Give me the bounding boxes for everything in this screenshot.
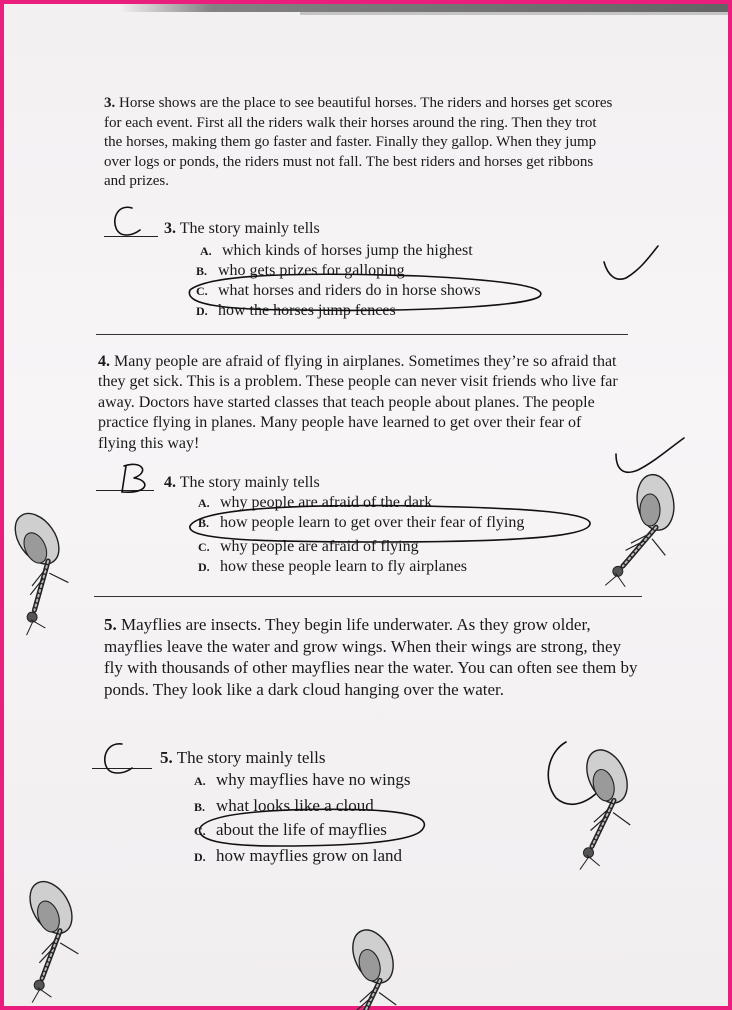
option-letter: C. xyxy=(198,540,210,554)
scan-edge xyxy=(120,4,728,12)
option-letter: C. xyxy=(196,284,208,298)
option-4d[interactable] xyxy=(198,558,467,576)
option-4c[interactable] xyxy=(198,538,419,556)
option-5c[interactable] xyxy=(194,820,387,840)
passage-text: Many people are afraid of flying in airplanes. Sometimes they’re so afraid that they get sick. This is a problem. These people can never visit friends who live far away. Doctors have started classes that teach people about planes. The people practice flying in planes. Many people have learned to get over their fear of flying this way! xyxy=(98,353,618,452)
question-text: The story mainly tells xyxy=(179,474,320,491)
option-text: how people learn to get over their fear of flying xyxy=(220,514,525,531)
option-text: who gets prizes for galloping xyxy=(218,262,405,279)
option-text: why mayflies have no wings xyxy=(216,770,411,789)
passage-text: Mayflies are insects. They begin life underwater. As they grow older, mayflies leave the water and grow wings. When their wings are strong, they fly with thousands of other mayflies near the water. You can often see them by ponds. They look like a dark cloud hanging over the water. xyxy=(104,615,638,699)
option-4b[interactable] xyxy=(198,514,524,532)
section-divider xyxy=(96,334,628,335)
option-text: what horses and riders do in horse shows xyxy=(218,282,481,299)
option-text: how these people learn to fly airplanes xyxy=(220,558,468,575)
question-number: 3. xyxy=(164,220,176,237)
option-letter: D. xyxy=(194,850,206,864)
passage-number: 3. xyxy=(104,95,116,111)
option-letter: D. xyxy=(196,304,208,318)
option-text: why people are afraid of flying xyxy=(220,538,419,555)
answer-blank-5[interactable] xyxy=(92,768,152,769)
passage-number: 5. xyxy=(104,615,117,634)
passage-text: Horse shows are the place to see beautiful horses. The riders and horses get scores for each event. First all the riders walk their horses around the ring. Then they trot the horses, making them go faster and faster. Finally they gallop. When they jump over logs or ponds, the riders must not fall. The best riders and horses get ribbons and prizes. xyxy=(104,95,613,190)
option-text: how the horses jump fences xyxy=(218,302,396,319)
option-5d[interactable] xyxy=(194,846,402,866)
option-5b[interactable] xyxy=(194,796,374,816)
option-letter: B. xyxy=(194,800,206,814)
question-number: 5. xyxy=(160,748,173,767)
option-letter: A. xyxy=(200,244,212,258)
option-3b[interactable] xyxy=(196,262,405,280)
option-text: which kinds of horses jump the highest xyxy=(222,242,473,259)
passage-3 xyxy=(104,94,614,192)
option-text: about the life of mayflies xyxy=(216,820,387,839)
question-text: The story mainly tells xyxy=(179,220,320,237)
passage-4 xyxy=(98,352,620,454)
option-letter: D. xyxy=(198,560,210,574)
option-4a[interactable] xyxy=(198,494,432,512)
option-text: how mayflies grow on land xyxy=(216,846,403,865)
question-4 xyxy=(164,474,320,492)
answer-blank-4[interactable] xyxy=(96,490,154,491)
option-letter: A. xyxy=(194,774,206,788)
option-letter: B. xyxy=(198,516,210,530)
scan-edge-shadow xyxy=(300,12,728,15)
answer-blank-3[interactable] xyxy=(104,236,158,237)
option-letter: A. xyxy=(198,496,210,510)
option-text: what looks like a cloud xyxy=(216,796,374,815)
option-3c[interactable] xyxy=(196,282,481,300)
section-divider xyxy=(94,596,642,597)
option-text: why people are afraid of the dark xyxy=(220,494,433,511)
option-5a[interactable] xyxy=(194,770,411,790)
passage-5 xyxy=(104,614,638,700)
option-3a[interactable] xyxy=(200,242,473,260)
question-5 xyxy=(160,748,325,768)
question-3 xyxy=(164,220,320,238)
option-3d[interactable] xyxy=(196,302,396,320)
option-letter: C. xyxy=(194,824,206,838)
question-text: The story mainly tells xyxy=(176,748,326,767)
option-letter: B. xyxy=(196,264,208,278)
passage-number: 4. xyxy=(98,353,110,370)
question-number: 4. xyxy=(164,474,176,491)
